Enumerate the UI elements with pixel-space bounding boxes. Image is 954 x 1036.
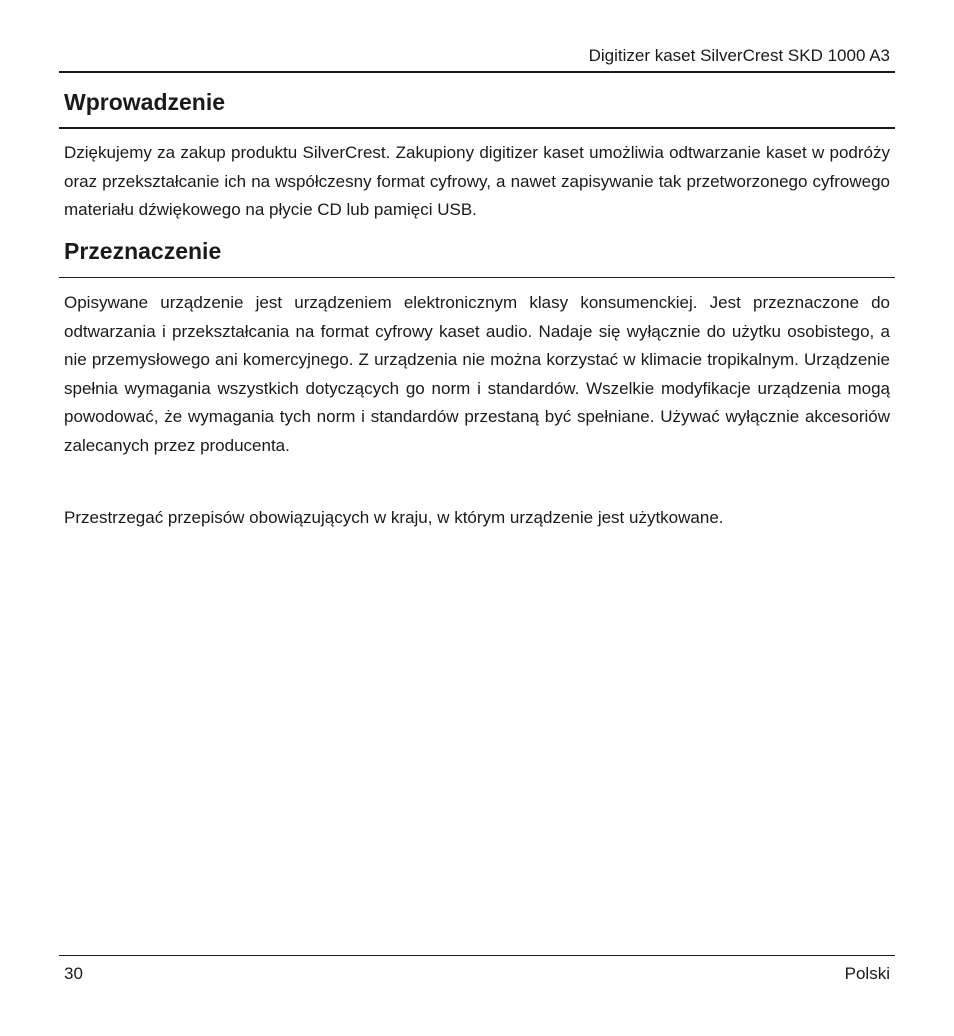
page-number: 30	[64, 964, 83, 983]
section-paragraph: Opisywane urządzenie jest urządzeniem elektronicznym klasy konsumenckiej. Jest przeznaczone do odtwarzania i przekształcania na format cyfrowy kaset audio. Nadaje się wyłącznie do użytku osobistego, a nie przemysłowego ani komercyjnego. Z urządzenia nie można korzystać w klimacie tropikalnym. Urządzenie spełnia wymagania wszystkich dotyczących go norm i standardów. Wszelkie modyfikacje urządzenia mogą powodować, że wymagania tych norm i standardów przestaną być spełniane. Używać wyłącznie akcesoriów zalecanych przez producenta.	[64, 293, 890, 455]
footer-rule	[59, 955, 895, 956]
section-paragraph: Dziękujemy za zakup produktu SilverCrest. Zakupiony digitizer kaset umożliwia odtwarzanie kaset w podróży oraz przekształcanie ich na współczesny format cyfrowy, a nawet zapisywanie tak przetworzonego cyfrowego materiału dźwiękowego na płycie CD lub pamięci USB.	[64, 143, 890, 219]
footer-language: Polski	[844, 964, 890, 983]
header-rule	[59, 71, 895, 73]
section-title-wprowadzenie: Wprowadzenie	[64, 89, 226, 115]
section-paragraph: Przestrzegać przepisów obowiązujących w kraju, w którym urządzenie jest użytkowane.	[64, 508, 724, 527]
section-title-przeznaczenie: Przeznaczenie	[64, 238, 222, 264]
section-rule-przeznaczenie	[59, 277, 895, 278]
running-header: Digitizer kaset SilverCrest SKD 1000 A3	[588, 46, 890, 65]
section-rule-wprowadzenie	[59, 127, 895, 129]
